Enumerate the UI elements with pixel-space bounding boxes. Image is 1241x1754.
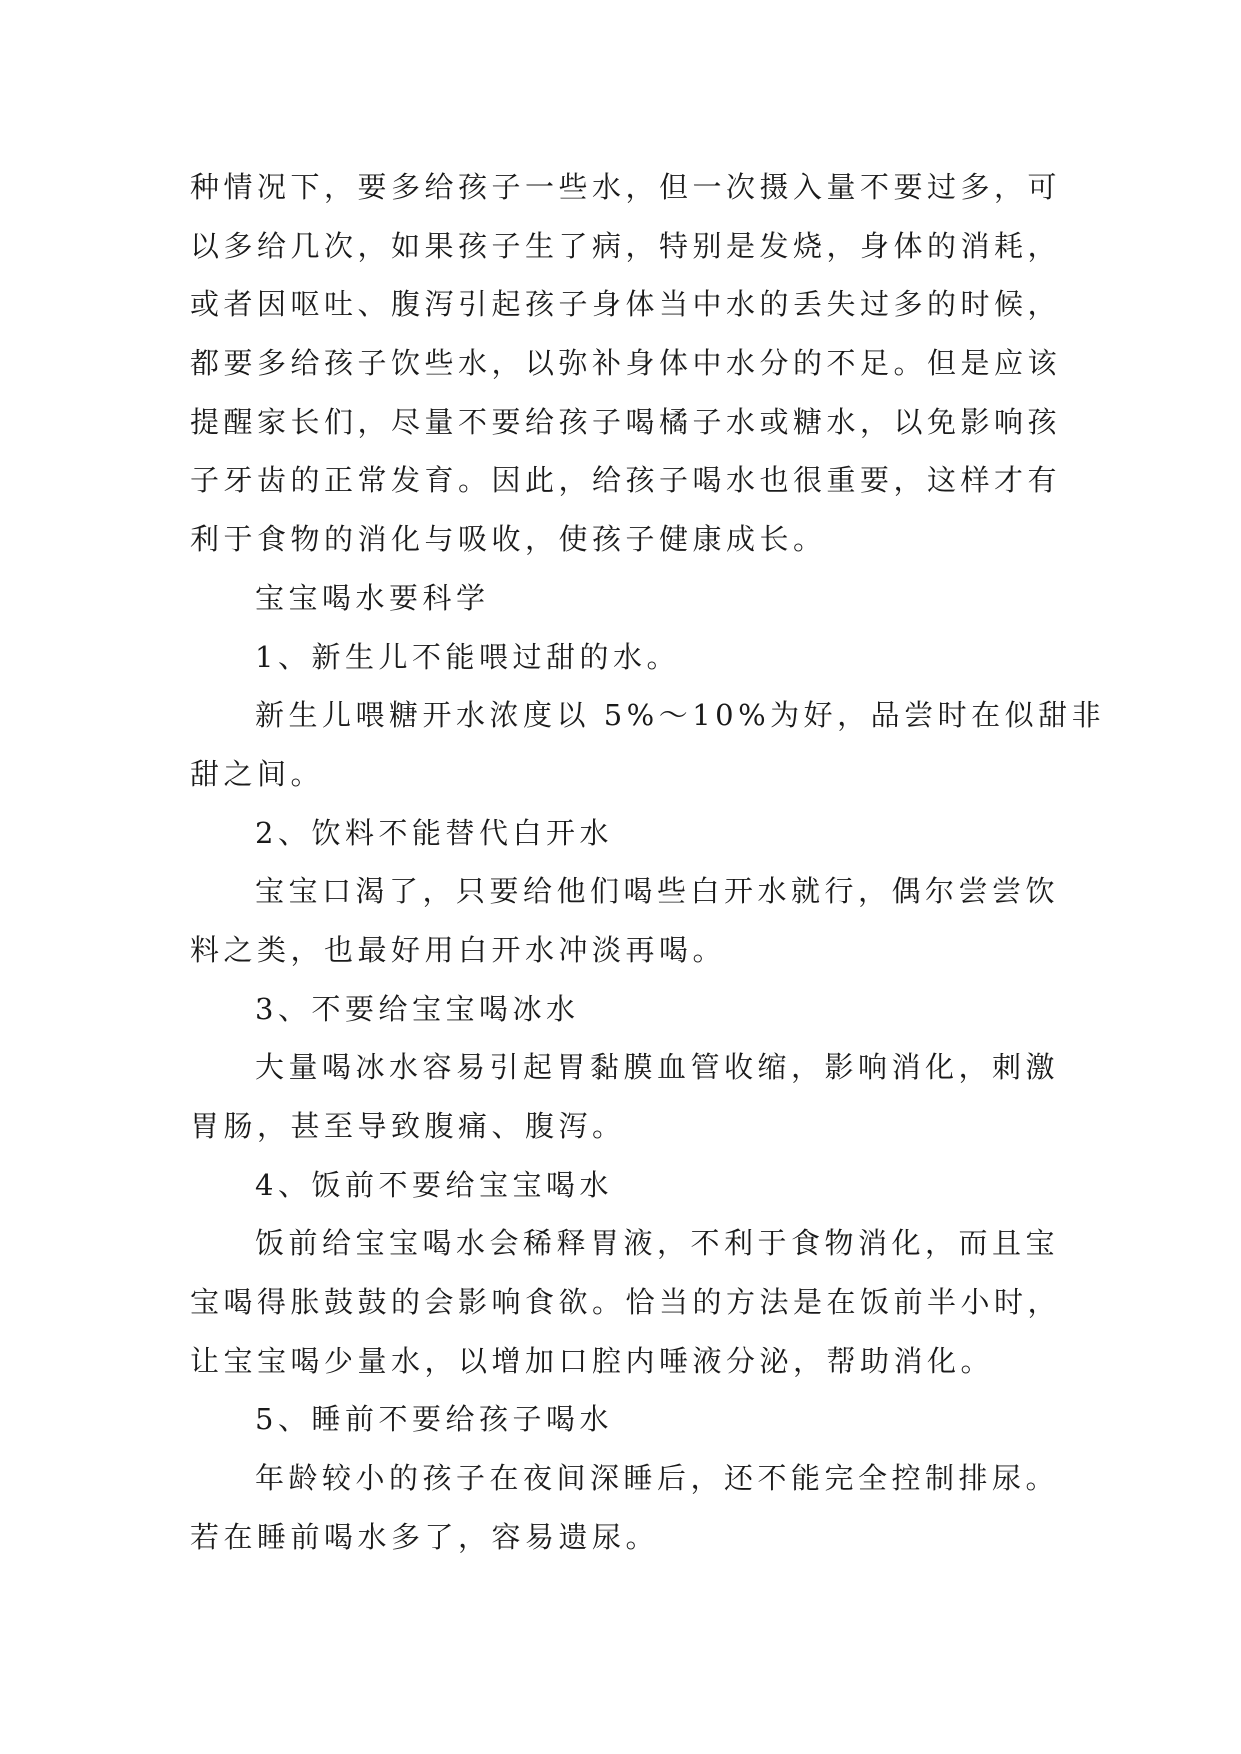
- text-line: 或者因呕吐、腹泻引起孩子身体当中水的丢失过多的时候，: [190, 287, 1062, 322]
- text-line: 宝宝喝水要科学: [255, 580, 490, 615]
- text-line: 大量喝冰水容易引起胃黏膜血管收缩，影响消化，刺激: [255, 1050, 1060, 1085]
- text-line: 2、饮料不能替代白开水: [255, 815, 613, 850]
- text-line: 宝喝得胀鼓鼓的会影响食欲。恰当的方法是在饭前半小时，: [190, 1285, 1062, 1320]
- text-line: 新生儿喂糖开水浓度以 5%～10%为好，品尝时在似甜非: [255, 698, 1106, 733]
- text-line: 种情况下，要多给孩子一些水，但一次摄入量不要过多，可: [190, 170, 1062, 204]
- text-line: 让宝宝喝少量水，以增加口腔内唾液分泌，帮助消化。: [190, 1343, 995, 1378]
- text-line: 饭前给宝宝喝水会稀释胃液，不利于食物消化，而且宝: [255, 1226, 1060, 1261]
- text-line: 4、饭前不要给宝宝喝水: [255, 1167, 613, 1202]
- text-line: 年龄较小的孩子在夜间深睡后，还不能完全控制排尿。: [255, 1461, 1060, 1496]
- text-line: 甜之间。: [190, 756, 325, 791]
- text-line: 都要多给孩子饮些水，以弥补身体中水分的不足。但是应该: [190, 346, 1062, 381]
- text-line: 利于食物的消化与吸收，使孩子健康成长。: [190, 522, 827, 557]
- text-line: 胃肠，甚至导致腹痛、腹泻。: [190, 1109, 626, 1143]
- text-line: 子牙齿的正常发育。因此，给孩子喝水也很重要，这样才有: [190, 463, 1062, 498]
- text-line: 3、不要给宝宝喝冰水: [255, 991, 580, 1026]
- text-line: 若在睡前喝水多了，容易遗尿。: [190, 1519, 660, 1554]
- document-body: [190, 158, 1106, 1567]
- text-line: 1、新生儿不能喂过甜的水。: [255, 639, 680, 674]
- text-line: 5、睡前不要给孩子喝水: [255, 1402, 613, 1437]
- text-line: 以多给几次，如果孩子生了病，特别是发烧，身体的消耗，: [190, 228, 1062, 263]
- text-line: 宝宝口渴了，只要给他们喝些白开水就行，偶尔尝尝饮: [255, 874, 1060, 909]
- text-line: 料之类，也最好用白开水冲淡再喝。: [190, 932, 727, 967]
- text-line: 提醒家长们，尽量不要给孩子喝橘子水或糖水，以免影响孩: [190, 404, 1062, 439]
